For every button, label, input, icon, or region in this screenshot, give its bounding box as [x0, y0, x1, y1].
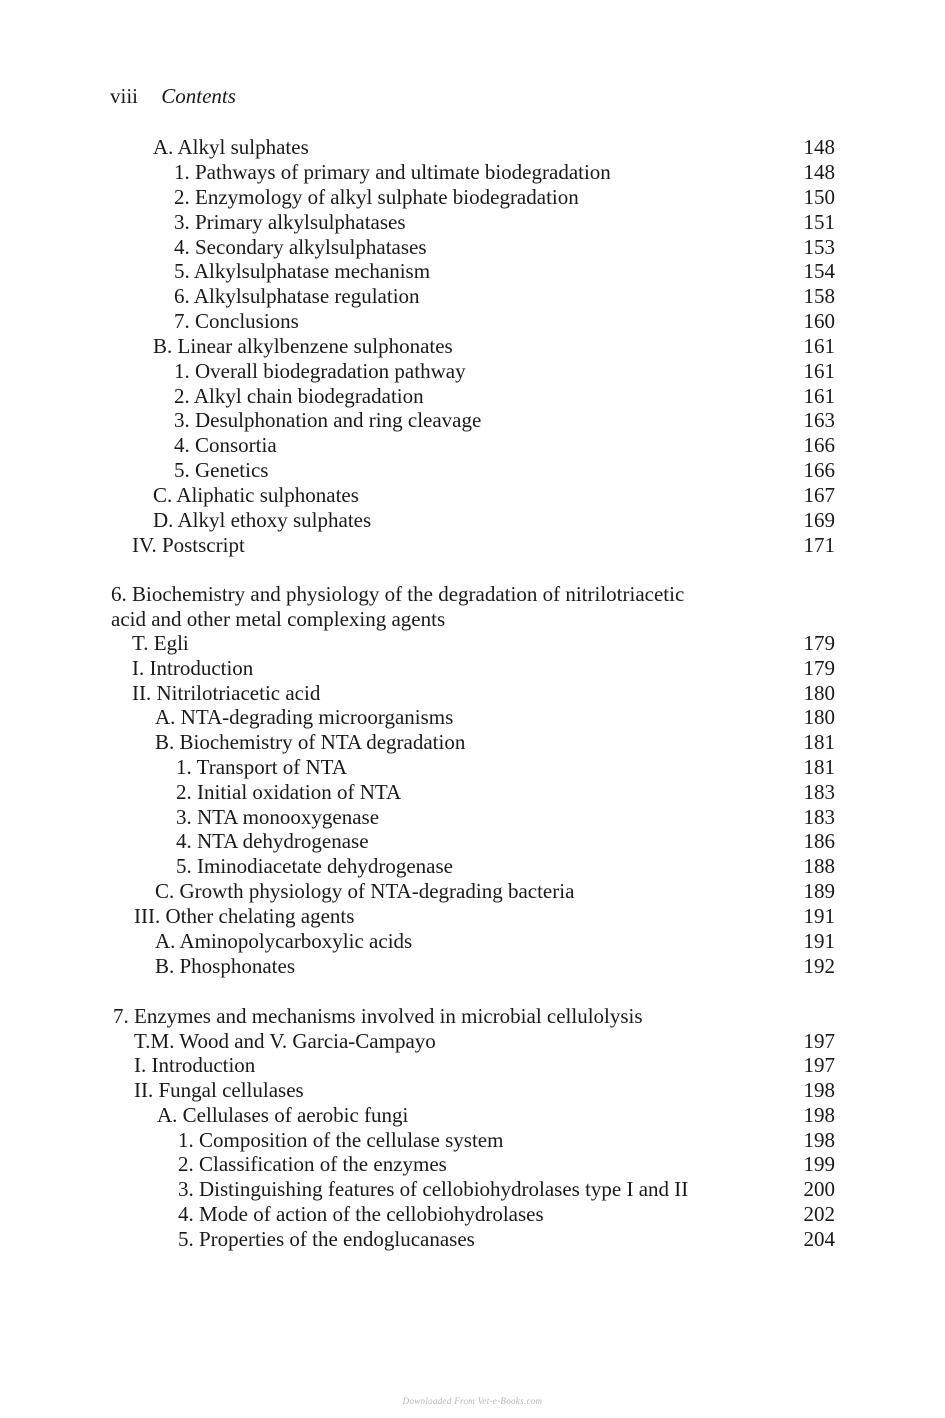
toc-entry-title: 7. Enzymes and mechanisms involved in microbial cellulolysis [113, 1004, 643, 1028]
toc-entry-page: 198 [803, 1128, 835, 1152]
toc-entry-title: 5. Properties of the endoglucanases [178, 1227, 475, 1251]
toc-entry-title: 5. Alkylsulphatase mechanism [174, 259, 431, 283]
toc-entry-title: C. Growth physiology of NTA-degrading bacteria [155, 879, 575, 903]
toc-entry-page: 148 [803, 135, 835, 159]
toc-entry-title: 1. Transport of NTA [176, 755, 347, 779]
toc-entry [0, 854, 945, 878]
toc-entry-page: 154 [803, 259, 835, 283]
toc-entry [0, 334, 945, 358]
toc-entry [0, 408, 945, 432]
toc-entry-title: 4. Consortia [174, 433, 277, 457]
download-watermark: Downloaded From Vet-e-Books.com [402, 1396, 543, 1406]
toc-entry-page: 183 [803, 780, 835, 804]
toc-entry [0, 235, 945, 259]
toc-entry-title: 1. Overall biodegradation pathway [174, 359, 466, 383]
toc-entry [0, 730, 945, 754]
toc-entry [0, 1029, 945, 1053]
toc-entry-title: I. Introduction [132, 656, 254, 680]
toc-entry-title: B. Biochemistry of NTA degradation [155, 730, 466, 754]
toc-entry-page: 204 [803, 1227, 835, 1251]
toc-entry-title: 4. NTA dehydrogenase [176, 829, 369, 853]
toc-entry-page: 186 [803, 829, 835, 853]
toc-entry [0, 533, 945, 557]
toc-entry [0, 210, 945, 234]
toc-entry-page: 188 [803, 854, 835, 878]
toc-entry [0, 384, 945, 408]
toc-entry [0, 309, 945, 333]
toc-entry [0, 879, 945, 903]
toc-entry [0, 705, 945, 729]
toc-entry [0, 1053, 945, 1077]
toc-entry-title: 3. Desulphonation and ring cleavage [174, 408, 482, 432]
toc-entry-title: III. Other chelating agents [134, 904, 355, 928]
toc-entry-page: 200 [803, 1177, 835, 1201]
page-number: viii [110, 84, 139, 108]
toc-entry-title: 6. Alkylsulphatase regulation [174, 284, 420, 308]
toc-entry-page: 183 [803, 805, 835, 829]
toc-entry [0, 929, 945, 953]
toc-entry-page: 160 [803, 309, 835, 333]
toc-entry-title: 1. Pathways of primary and ultimate biodegradation [174, 160, 611, 184]
toc-entry-title: A. Alkyl sulphates [153, 135, 309, 159]
toc-entry [0, 681, 945, 705]
toc-entry-page: 161 [803, 384, 835, 408]
toc-entry [0, 656, 945, 680]
running-title: Contents [161, 84, 236, 108]
toc-entry [0, 1227, 945, 1251]
toc-entry [0, 458, 945, 482]
toc-entry-title: 2. Alkyl chain biodegradation [174, 384, 424, 408]
toc-entry-page: 150 [803, 185, 835, 209]
toc-entry [0, 1152, 945, 1176]
toc-entry-title: B. Linear alkylbenzene sulphonates [153, 334, 453, 358]
toc-entry [0, 1177, 945, 1201]
toc-entry-page: 148 [803, 160, 835, 184]
toc-entry [0, 1128, 945, 1152]
toc-entry-title: 2. Enzymology of alkyl sulphate biodegradation [174, 185, 579, 209]
toc-entry-page: 189 [803, 879, 835, 903]
toc-entry-title: 3. NTA monooxygenase [176, 805, 380, 829]
toc-entry-page: 158 [803, 284, 835, 308]
toc-entry-title: 3. Distinguishing features of cellobiohydrolases type I and II [178, 1177, 689, 1201]
toc-entry [0, 359, 945, 383]
toc-entry-page: 197 [803, 1029, 835, 1053]
toc-entry-page: 166 [803, 458, 835, 482]
toc-entry [0, 805, 945, 829]
toc-entry-title: I. Introduction [134, 1053, 256, 1077]
toc-entry-page: 199 [803, 1152, 835, 1176]
toc-entry [0, 954, 945, 978]
toc-entry [0, 284, 945, 308]
toc-entry-page: 181 [803, 730, 835, 754]
toc-entry [0, 780, 945, 804]
toc-entry-title: T.M. Wood and V. Garcia-Campayo [134, 1029, 436, 1053]
toc-entry-page: 151 [803, 210, 835, 234]
toc-entry-title: D. Alkyl ethoxy sulphates [153, 508, 372, 532]
toc-entry [0, 1202, 945, 1226]
toc-entry-page: 166 [803, 433, 835, 457]
toc-entry-page: 161 [803, 359, 835, 383]
toc-entry-page: 153 [803, 235, 835, 259]
toc-entry-page: 180 [803, 705, 835, 729]
toc-entry [0, 607, 945, 631]
toc-entry [0, 259, 945, 283]
toc-entry [0, 582, 945, 606]
toc-entry-title: B. Phosphonates [155, 954, 296, 978]
toc-entry-page: 191 [803, 929, 835, 953]
toc-entry-page: 181 [803, 755, 835, 779]
toc-entry [0, 185, 945, 209]
toc-entry-title: IV. Postscript [132, 533, 245, 557]
toc-entry [0, 508, 945, 532]
toc-entry-page: 171 [803, 533, 835, 557]
toc-entry-page: 169 [803, 508, 835, 532]
toc-entry [0, 483, 945, 507]
toc-entry-page: 197 [803, 1053, 835, 1077]
toc-entry-title: II. Nitrilotriacetic acid [132, 681, 321, 705]
toc-entry-title: 3. Primary alkylsulphatases [174, 210, 406, 234]
toc-entry [0, 1078, 945, 1102]
toc-entry-title: 6. Biochemistry and physiology of the degradation of nitrilotriacetic [111, 582, 685, 606]
toc-entry-title: A. Aminopolycarboxylic acids [155, 929, 413, 953]
toc-entry [0, 829, 945, 853]
toc-entry [0, 755, 945, 779]
toc-entry-page: 198 [803, 1078, 835, 1102]
toc-entry-page: 179 [803, 631, 835, 655]
toc-entry-page: 192 [803, 954, 835, 978]
toc-entry-title: 4. Secondary alkylsulphatases [174, 235, 427, 259]
toc-entry-title: 2. Classification of the enzymes [178, 1152, 447, 1176]
toc-entry-title: 1. Composition of the cellulase system [178, 1128, 504, 1152]
toc-entry [0, 904, 945, 928]
toc-entry-page: 198 [803, 1103, 835, 1127]
toc-entry [0, 433, 945, 457]
toc-entry-page: 167 [803, 483, 835, 507]
toc-entry-title: 5. Genetics [174, 458, 269, 482]
toc-entry-title: A. Cellulases of aerobic fungi [157, 1103, 409, 1127]
toc-entry-title: acid and other metal complexing agents [111, 607, 446, 631]
toc-entry [0, 1004, 945, 1028]
toc-entry-title: 2. Initial oxidation of NTA [176, 780, 402, 804]
toc-entry-title: 7. Conclusions [174, 309, 299, 333]
toc-entry-title: C. Aliphatic sulphonates [153, 483, 359, 507]
toc-entry-page: 180 [803, 681, 835, 705]
toc-entry-page: 163 [803, 408, 835, 432]
toc-entry-title: 5. Iminodiacetate dehydrogenase [176, 854, 453, 878]
toc-entry-page: 202 [803, 1202, 835, 1226]
toc-entry-page: 179 [803, 656, 835, 680]
toc-entry [0, 1103, 945, 1127]
toc-entry-page: 191 [803, 904, 835, 928]
toc-entry-page: 161 [803, 334, 835, 358]
toc-entry [0, 135, 945, 159]
toc-entry-title: A. NTA-degrading microorganisms [155, 705, 454, 729]
toc-entry-title: II. Fungal cellulases [134, 1078, 304, 1102]
toc-entry-title: T. Egli [132, 631, 189, 655]
toc-entry [0, 631, 945, 655]
toc-entry [0, 160, 945, 184]
toc-entry-title: 4. Mode of action of the cellobiohydrolases [178, 1202, 544, 1226]
